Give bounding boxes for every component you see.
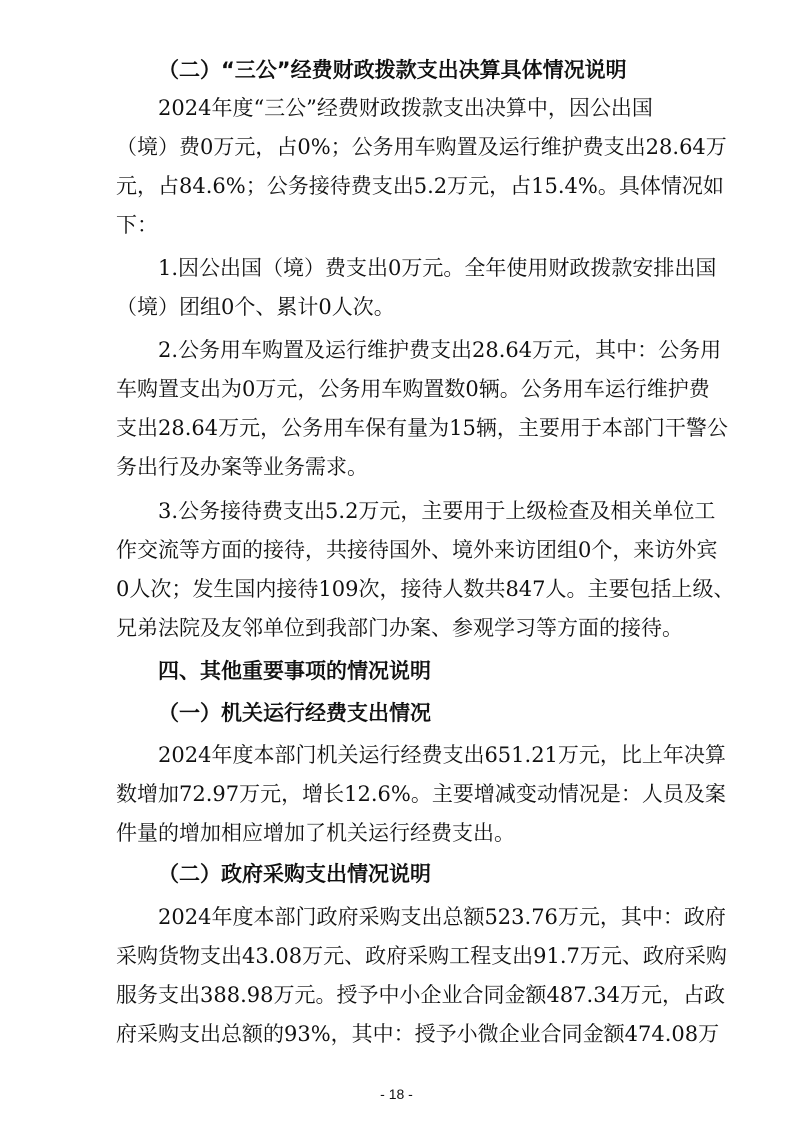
paragraph-line: 3.公务接待费支出5.2万元，主要用于上级检查及相关单位工 [158, 499, 716, 523]
paragraph-line: （境）团组0个、累计0人次。 [116, 295, 395, 319]
paragraph-line: 兄弟法院及友邻单位到我部门办案、参观学习等方面的接待。 [116, 616, 683, 640]
paragraph-line: 2.公务用车购置及运行维护费支出28.64万元，其中：公务用 [158, 338, 722, 362]
paragraph-line: 服务支出388.98万元。授予中小企业合同金额487.34万元，占政 [116, 983, 725, 1007]
paragraph-line: 下： [116, 213, 158, 237]
page-number: - 18 - [380, 1086, 413, 1102]
paragraph-line: 务出行及办案等业务需求。 [116, 455, 368, 479]
section-heading-three-public: （二）“三公”经费财政拨款支出决算具体情况说明 [158, 58, 627, 82]
subsection-heading-procurement: （二）政府采购支出情况说明 [158, 862, 431, 886]
paragraph-line: （境）费0万元，占0%；公务用车购置及运行维护费支出28.64万 [116, 135, 727, 159]
paragraph-line: 车购置支出为0万元，公务用车购置数0辆。公务用车运行维护费 [116, 377, 710, 401]
paragraph-line: 作交流等方面的接待，共接待国外、境外来访团组0个，来访外宾 [116, 538, 718, 562]
paragraph-line: 府采购支出总额的93%，其中：授予小微企业合同金额474.08万 [116, 1022, 720, 1046]
paragraph-line: 2024年度本部门机关运行经费支出651.21万元，比上年决算 [158, 743, 726, 767]
paragraph-line: 采购货物支出43.08万元、政府采购工程支出91.7万元、政府采购 [116, 944, 727, 968]
paragraph-line: 2024年度本部门政府采购支出总额523.76万元，其中：政府 [158, 905, 726, 929]
paragraph-line: 2024年度“三公”经费财政拨款支出决算中，因公出国 [158, 96, 653, 120]
paragraph-line: 件量的增加相应增加了机关运行经费支出。 [116, 821, 515, 845]
subsection-heading-operating-expenses: （一）机关运行经费支出情况 [158, 701, 431, 725]
paragraph-line: 数增加72.97万元，增长12.6%。主要增减变动情况是：人员及案 [116, 782, 726, 806]
paragraph-line: 0人次；发生国内接待109次，接待人数共847人。主要包括上级、 [116, 577, 735, 601]
section-heading-other-matters: 四、其他重要事项的情况说明 [158, 659, 431, 683]
paragraph-line: 元，占84.6%；公务接待费支出5.2万元，占15.4%。具体情况如 [116, 174, 724, 198]
paragraph-line: 支出28.64万元，公务用车保有量为15辆，主要用于本部门干警公 [116, 416, 728, 440]
paragraph-line: 1.因公出国（境）费支出0万元。全年使用财政拨款安排出国 [158, 256, 717, 280]
